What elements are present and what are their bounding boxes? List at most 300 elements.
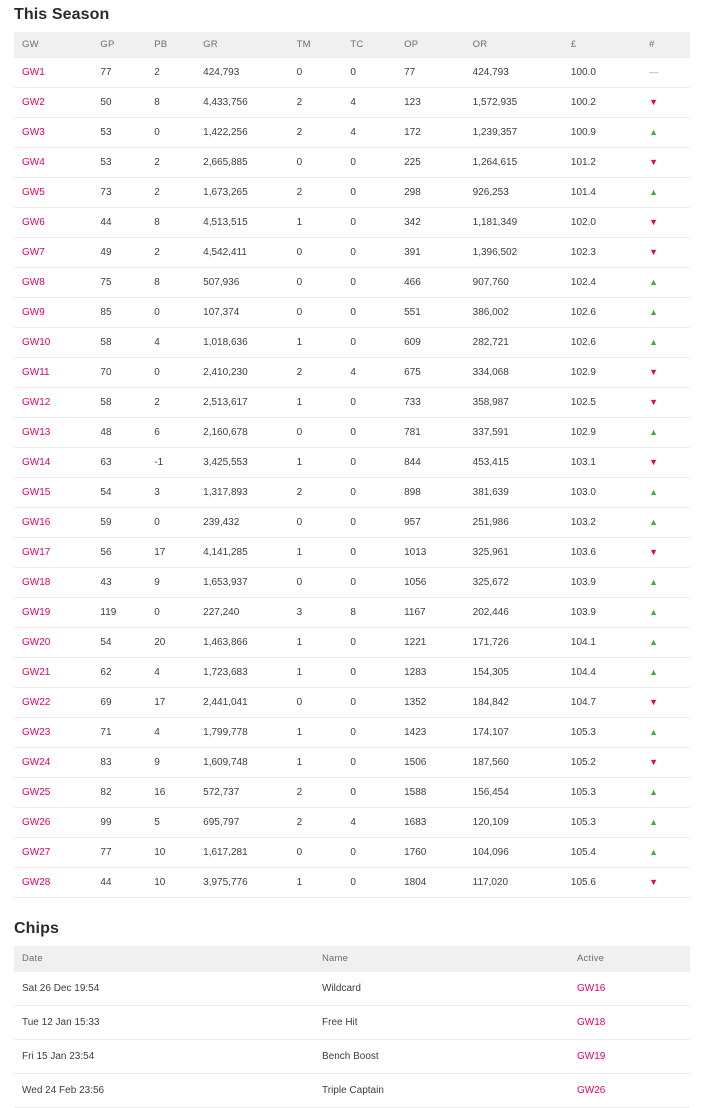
transfer-cost: 0 <box>342 778 396 808</box>
gameweek-rank: 1,653,937 <box>195 568 288 598</box>
points-on-bench: 16 <box>146 778 195 808</box>
overall-points: 391 <box>396 238 465 268</box>
chips-title: Chips <box>14 920 59 937</box>
gameweek-link[interactable]: GW6 <box>14 208 92 238</box>
transfer-cost: 0 <box>342 208 396 238</box>
arrow-up-icon: ▲ <box>649 787 659 797</box>
season-table-body <box>14 58 690 898</box>
team-value: 105.3 <box>563 718 641 748</box>
overall-points: 123 <box>396 88 465 118</box>
gameweek-link[interactable]: GW12 <box>14 388 92 418</box>
team-value: 102.6 <box>563 328 641 358</box>
rank-change-cell <box>641 418 690 448</box>
table-row <box>14 298 690 328</box>
table-row <box>14 388 690 418</box>
page-container <box>0 6 704 1108</box>
transfers-made: 1 <box>289 538 343 568</box>
overall-points: 1167 <box>396 598 465 628</box>
gameweek-link[interactable]: GW27 <box>14 838 92 868</box>
overall-points: 342 <box>396 208 465 238</box>
arrow-up-icon: ▲ <box>649 277 659 287</box>
gameweek-rank: 239,432 <box>195 508 288 538</box>
column-header-rank-change[interactable]: # <box>641 32 690 58</box>
team-value: 104.7 <box>563 688 641 718</box>
chip-active-gameweek-link[interactable]: GW16 <box>569 972 690 1006</box>
rank-change-cell <box>641 328 690 358</box>
overall-rank: 117,020 <box>465 868 563 898</box>
overall-points: 1588 <box>396 778 465 808</box>
gameweek-points: 49 <box>92 238 146 268</box>
overall-rank: 282,721 <box>465 328 563 358</box>
gameweek-link[interactable]: GW5 <box>14 178 92 208</box>
points-on-bench: 2 <box>146 148 195 178</box>
arrow-up-icon: ▲ <box>649 607 659 617</box>
gameweek-rank: 107,374 <box>195 298 288 328</box>
gameweek-rank: 1,617,281 <box>195 838 288 868</box>
transfers-made: 0 <box>289 238 343 268</box>
overall-rank: 453,415 <box>465 448 563 478</box>
gameweek-points: 99 <box>92 808 146 838</box>
table-row <box>14 268 690 298</box>
table-row <box>14 538 690 568</box>
team-value: 102.9 <box>563 418 641 448</box>
points-on-bench: 9 <box>146 568 195 598</box>
transfer-cost: 4 <box>342 358 396 388</box>
gameweek-rank: 695,797 <box>195 808 288 838</box>
transfer-cost: 0 <box>342 448 396 478</box>
team-value: 102.6 <box>563 298 641 328</box>
team-value: 105.3 <box>563 778 641 808</box>
table-row <box>14 598 690 628</box>
gameweek-points: 70 <box>92 358 146 388</box>
table-row <box>14 808 690 838</box>
table-row <box>14 868 690 898</box>
gameweek-link[interactable]: GW8 <box>14 268 92 298</box>
rank-change-cell <box>641 298 690 328</box>
team-value: 101.2 <box>563 148 641 178</box>
gameweek-rank: 1,463,866 <box>195 628 288 658</box>
transfer-cost: 8 <box>342 598 396 628</box>
gameweek-link[interactable]: GW17 <box>14 538 92 568</box>
overall-points: 733 <box>396 388 465 418</box>
transfer-cost: 4 <box>342 808 396 838</box>
chip-active-gameweek-link[interactable]: GW19 <box>569 1040 690 1074</box>
transfer-cost: 0 <box>342 748 396 778</box>
transfers-made: 1 <box>289 208 343 238</box>
arrow-up-icon: ▲ <box>649 487 659 497</box>
overall-rank: 174,107 <box>465 718 563 748</box>
transfer-cost: 0 <box>342 58 396 88</box>
overall-rank: 381,639 <box>465 478 563 508</box>
overall-rank: 325,961 <box>465 538 563 568</box>
team-value: 102.0 <box>563 208 641 238</box>
team-value: 101.4 <box>563 178 641 208</box>
points-on-bench: 0 <box>146 298 195 328</box>
transfers-made: 2 <box>289 358 343 388</box>
rank-change-cell <box>641 868 690 898</box>
gameweek-link[interactable]: GW2 <box>14 88 92 118</box>
team-value: 102.9 <box>563 358 641 388</box>
dash-icon: — <box>649 67 658 77</box>
gameweek-rank: 2,441,041 <box>195 688 288 718</box>
gameweek-rank: 1,609,748 <box>195 748 288 778</box>
column-header-active[interactable]: Active <box>569 946 690 972</box>
transfer-cost: 4 <box>342 88 396 118</box>
arrow-down-icon: ▼ <box>649 247 659 257</box>
column-header-money[interactable]: £ <box>563 32 641 58</box>
rank-change-cell <box>641 238 690 268</box>
rank-change-cell <box>641 778 690 808</box>
team-value: 103.2 <box>563 508 641 538</box>
overall-points: 1352 <box>396 688 465 718</box>
rank-change-cell <box>641 628 690 658</box>
overall-rank: 358,987 <box>465 388 563 418</box>
table-row <box>14 418 690 448</box>
points-on-bench: 4 <box>146 718 195 748</box>
gameweek-rank: 3,975,776 <box>195 868 288 898</box>
table-header-row <box>14 32 690 58</box>
table-row <box>14 178 690 208</box>
overall-points: 225 <box>396 148 465 178</box>
overall-rank: 424,793 <box>465 58 563 88</box>
overall-rank: 154,305 <box>465 658 563 688</box>
points-on-bench: 2 <box>146 178 195 208</box>
chip-date: Tue 12 Jan 15:33 <box>14 1006 314 1040</box>
table-header-row <box>14 946 690 972</box>
arrow-up-icon: ▲ <box>649 637 659 647</box>
points-on-bench: 10 <box>146 838 195 868</box>
arrow-up-icon: ▲ <box>649 847 659 857</box>
gameweek-link[interactable]: GW15 <box>14 478 92 508</box>
table-row <box>14 88 690 118</box>
rank-change-cell <box>641 178 690 208</box>
season-table <box>14 32 690 898</box>
overall-points: 675 <box>396 358 465 388</box>
table-row <box>14 718 690 748</box>
table-row <box>14 688 690 718</box>
team-value: 105.6 <box>563 868 641 898</box>
team-value: 104.1 <box>563 628 641 658</box>
gameweek-link[interactable]: GW21 <box>14 658 92 688</box>
team-value: 100.0 <box>563 58 641 88</box>
transfers-made: 2 <box>289 178 343 208</box>
transfer-cost: 0 <box>342 838 396 868</box>
arrow-down-icon: ▼ <box>649 157 659 167</box>
points-on-bench: 8 <box>146 208 195 238</box>
transfer-cost: 0 <box>342 178 396 208</box>
chip-date: Fri 15 Jan 23:54 <box>14 1040 314 1074</box>
gameweek-link[interactable]: GW20 <box>14 628 92 658</box>
points-on-bench: 0 <box>146 508 195 538</box>
overall-points: 1506 <box>396 748 465 778</box>
overall-points: 1760 <box>396 838 465 868</box>
team-value: 103.0 <box>563 478 641 508</box>
column-header-op[interactable]: OP <box>396 32 465 58</box>
transfer-cost: 0 <box>342 478 396 508</box>
gameweek-link[interactable]: GW24 <box>14 748 92 778</box>
table-row <box>14 118 690 148</box>
points-on-bench: 3 <box>146 478 195 508</box>
arrow-down-icon: ▼ <box>649 877 659 887</box>
team-value: 104.4 <box>563 658 641 688</box>
points-on-bench: 0 <box>146 598 195 628</box>
arrow-up-icon: ▲ <box>649 427 659 437</box>
gameweek-points: 73 <box>92 178 146 208</box>
gameweek-link[interactable]: GW14 <box>14 448 92 478</box>
overall-rank: 926,253 <box>465 178 563 208</box>
overall-rank: 907,760 <box>465 268 563 298</box>
gameweek-points: 69 <box>92 688 146 718</box>
overall-rank: 104,096 <box>465 838 563 868</box>
transfers-made: 1 <box>289 718 343 748</box>
transfers-made: 2 <box>289 778 343 808</box>
transfer-cost: 0 <box>342 148 396 178</box>
points-on-bench: -1 <box>146 448 195 478</box>
overall-points: 1221 <box>396 628 465 658</box>
gameweek-link[interactable]: GW22 <box>14 688 92 718</box>
team-value: 105.4 <box>563 838 641 868</box>
transfers-made: 1 <box>289 868 343 898</box>
rank-change-cell <box>641 388 690 418</box>
column-header-tm[interactable]: TM <box>289 32 343 58</box>
arrow-down-icon: ▼ <box>649 757 659 767</box>
column-header-tc[interactable]: TC <box>342 32 396 58</box>
rank-change-cell <box>641 838 690 868</box>
column-header-gw[interactable]: GW <box>14 32 92 58</box>
gameweek-link[interactable]: GW25 <box>14 778 92 808</box>
transfers-made: 0 <box>289 508 343 538</box>
gameweek-link[interactable]: GW9 <box>14 298 92 328</box>
gameweek-link[interactable]: GW26 <box>14 808 92 838</box>
rank-change-cell <box>641 478 690 508</box>
transfers-made: 2 <box>289 118 343 148</box>
arrow-up-icon: ▲ <box>649 577 659 587</box>
arrow-down-icon: ▼ <box>649 397 659 407</box>
transfer-cost: 0 <box>342 868 396 898</box>
gameweek-rank: 1,317,893 <box>195 478 288 508</box>
gameweek-rank: 4,141,285 <box>195 538 288 568</box>
overall-rank: 325,672 <box>465 568 563 598</box>
overall-points: 609 <box>396 328 465 358</box>
transfers-made: 0 <box>289 568 343 598</box>
team-value: 102.3 <box>563 238 641 268</box>
overall-rank: 202,446 <box>465 598 563 628</box>
transfers-made: 1 <box>289 658 343 688</box>
table-row <box>14 628 690 658</box>
points-on-bench: 17 <box>146 538 195 568</box>
table-row <box>14 448 690 478</box>
gameweek-link[interactable]: GW28 <box>14 868 92 898</box>
overall-rank: 156,454 <box>465 778 563 808</box>
rank-change-cell <box>641 358 690 388</box>
arrow-up-icon: ▲ <box>649 337 659 347</box>
overall-points: 551 <box>396 298 465 328</box>
transfer-cost: 0 <box>342 718 396 748</box>
overall-points: 1423 <box>396 718 465 748</box>
points-on-bench: 2 <box>146 58 195 88</box>
gameweek-points: 77 <box>92 838 146 868</box>
transfer-cost: 0 <box>342 688 396 718</box>
overall-rank: 1,181,349 <box>465 208 563 238</box>
gameweek-link[interactable]: GW23 <box>14 718 92 748</box>
gameweek-link[interactable]: GW10 <box>14 328 92 358</box>
arrow-up-icon: ▲ <box>649 187 659 197</box>
arrow-down-icon: ▼ <box>649 217 659 227</box>
gameweek-points: 63 <box>92 448 146 478</box>
column-header-gp[interactable]: GP <box>92 32 146 58</box>
transfers-made: 2 <box>289 478 343 508</box>
gameweek-points: 44 <box>92 208 146 238</box>
gameweek-link[interactable]: GW7 <box>14 238 92 268</box>
transfer-cost: 0 <box>342 418 396 448</box>
gameweek-points: 50 <box>92 88 146 118</box>
gameweek-rank: 2,160,678 <box>195 418 288 448</box>
gameweek-points: 82 <box>92 778 146 808</box>
team-value: 105.2 <box>563 748 641 778</box>
gameweek-points: 71 <box>92 718 146 748</box>
chip-name: Free Hit <box>314 1006 569 1040</box>
team-value: 103.1 <box>563 448 641 478</box>
gameweek-link[interactable]: GW3 <box>14 118 92 148</box>
table-row <box>14 208 690 238</box>
column-header-or[interactable]: OR <box>465 32 563 58</box>
gameweek-link[interactable]: GW13 <box>14 418 92 448</box>
rank-change-cell <box>641 538 690 568</box>
rank-change-cell <box>641 508 690 538</box>
gameweek-link[interactable]: GW11 <box>14 358 92 388</box>
overall-rank: 120,109 <box>465 808 563 838</box>
overall-points: 781 <box>396 418 465 448</box>
gameweek-points: 62 <box>92 658 146 688</box>
gameweek-points: 54 <box>92 628 146 658</box>
table-row <box>14 778 690 808</box>
team-value: 103.9 <box>563 598 641 628</box>
arrow-up-icon: ▲ <box>649 667 659 677</box>
gameweek-rank: 1,673,265 <box>195 178 288 208</box>
gameweek-points: 83 <box>92 748 146 778</box>
gameweek-points: 43 <box>92 568 146 598</box>
season-table-header <box>14 32 690 58</box>
overall-rank: 334,068 <box>465 358 563 388</box>
gameweek-link[interactable]: GW18 <box>14 568 92 598</box>
table-row <box>14 148 690 178</box>
overall-points: 957 <box>396 508 465 538</box>
gameweek-points: 48 <box>92 418 146 448</box>
rank-change-cell <box>641 208 690 238</box>
overall-rank: 184,842 <box>465 688 563 718</box>
chip-name: Triple Captain <box>314 1074 569 1108</box>
points-on-bench: 0 <box>146 358 195 388</box>
rank-change-cell <box>641 148 690 178</box>
gameweek-rank: 424,793 <box>195 58 288 88</box>
gameweek-points: 58 <box>92 328 146 358</box>
points-on-bench: 2 <box>146 238 195 268</box>
transfers-made: 0 <box>289 268 343 298</box>
table-row <box>14 838 690 868</box>
transfer-cost: 0 <box>342 508 396 538</box>
overall-rank: 1,264,615 <box>465 148 563 178</box>
gameweek-rank: 1,799,778 <box>195 718 288 748</box>
points-on-bench: 4 <box>146 658 195 688</box>
chip-date: Wed 24 Feb 23:56 <box>14 1074 314 1108</box>
chip-name: Wildcard <box>314 972 569 1006</box>
rank-change-cell <box>641 88 690 118</box>
gameweek-rank: 507,936 <box>195 268 288 298</box>
transfer-cost: 0 <box>342 538 396 568</box>
gameweek-rank: 227,240 <box>195 598 288 628</box>
table-row <box>14 238 690 268</box>
gameweek-rank: 4,433,756 <box>195 88 288 118</box>
points-on-bench: 4 <box>146 328 195 358</box>
list-item <box>14 1040 690 1074</box>
list-item <box>14 1074 690 1108</box>
transfers-made: 1 <box>289 628 343 658</box>
rank-change-cell <box>641 268 690 298</box>
gameweek-points: 119 <box>92 598 146 628</box>
rank-change-cell <box>641 598 690 628</box>
gameweek-points: 56 <box>92 538 146 568</box>
arrow-up-icon: ▲ <box>649 817 659 827</box>
gameweek-points: 85 <box>92 298 146 328</box>
gameweek-link[interactable]: GW1 <box>14 58 92 88</box>
chip-date: Sat 26 Dec 19:54 <box>14 972 314 1006</box>
gameweek-link[interactable]: GW4 <box>14 148 92 178</box>
gameweek-rank: 1,018,636 <box>195 328 288 358</box>
column-header-gr[interactable]: GR <box>195 32 288 58</box>
list-item <box>14 1006 690 1040</box>
points-on-bench: 8 <box>146 88 195 118</box>
team-value: 103.6 <box>563 538 641 568</box>
gameweek-link[interactable]: GW16 <box>14 508 92 538</box>
rank-change-cell <box>641 448 690 478</box>
chips-table-header <box>14 946 690 972</box>
page-title: This Season <box>14 6 110 23</box>
column-header-pb[interactable]: PB <box>146 32 195 58</box>
arrow-up-icon: ▲ <box>649 517 659 527</box>
rank-change-cell <box>641 568 690 598</box>
rank-change-cell <box>641 58 690 88</box>
overall-rank: 187,560 <box>465 748 563 778</box>
arrow-down-icon: ▼ <box>649 97 659 107</box>
gameweek-points: 53 <box>92 118 146 148</box>
gameweek-rank: 1,422,256 <box>195 118 288 148</box>
overall-points: 77 <box>396 58 465 88</box>
transfer-cost: 4 <box>342 118 396 148</box>
overall-points: 466 <box>396 268 465 298</box>
overall-points: 1013 <box>396 538 465 568</box>
arrow-up-icon: ▲ <box>649 127 659 137</box>
arrow-down-icon: ▼ <box>649 367 659 377</box>
transfers-made: 0 <box>289 838 343 868</box>
column-header-name[interactable]: Name <box>314 946 569 972</box>
chip-active-gameweek-link[interactable]: GW18 <box>569 1006 690 1040</box>
points-on-bench: 20 <box>146 628 195 658</box>
team-value: 105.3 <box>563 808 641 838</box>
transfer-cost: 0 <box>342 388 396 418</box>
transfer-cost: 0 <box>342 298 396 328</box>
chip-name: Bench Boost <box>314 1040 569 1074</box>
table-row <box>14 328 690 358</box>
overall-points: 298 <box>396 178 465 208</box>
gameweek-rank: 3,425,553 <box>195 448 288 478</box>
points-on-bench: 6 <box>146 418 195 448</box>
chip-active-gameweek-link[interactable]: GW26 <box>569 1074 690 1108</box>
transfers-made: 1 <box>289 328 343 358</box>
transfers-made: 3 <box>289 598 343 628</box>
transfer-cost: 0 <box>342 628 396 658</box>
column-header-date[interactable]: Date <box>14 946 314 972</box>
gameweek-link[interactable]: GW19 <box>14 598 92 628</box>
